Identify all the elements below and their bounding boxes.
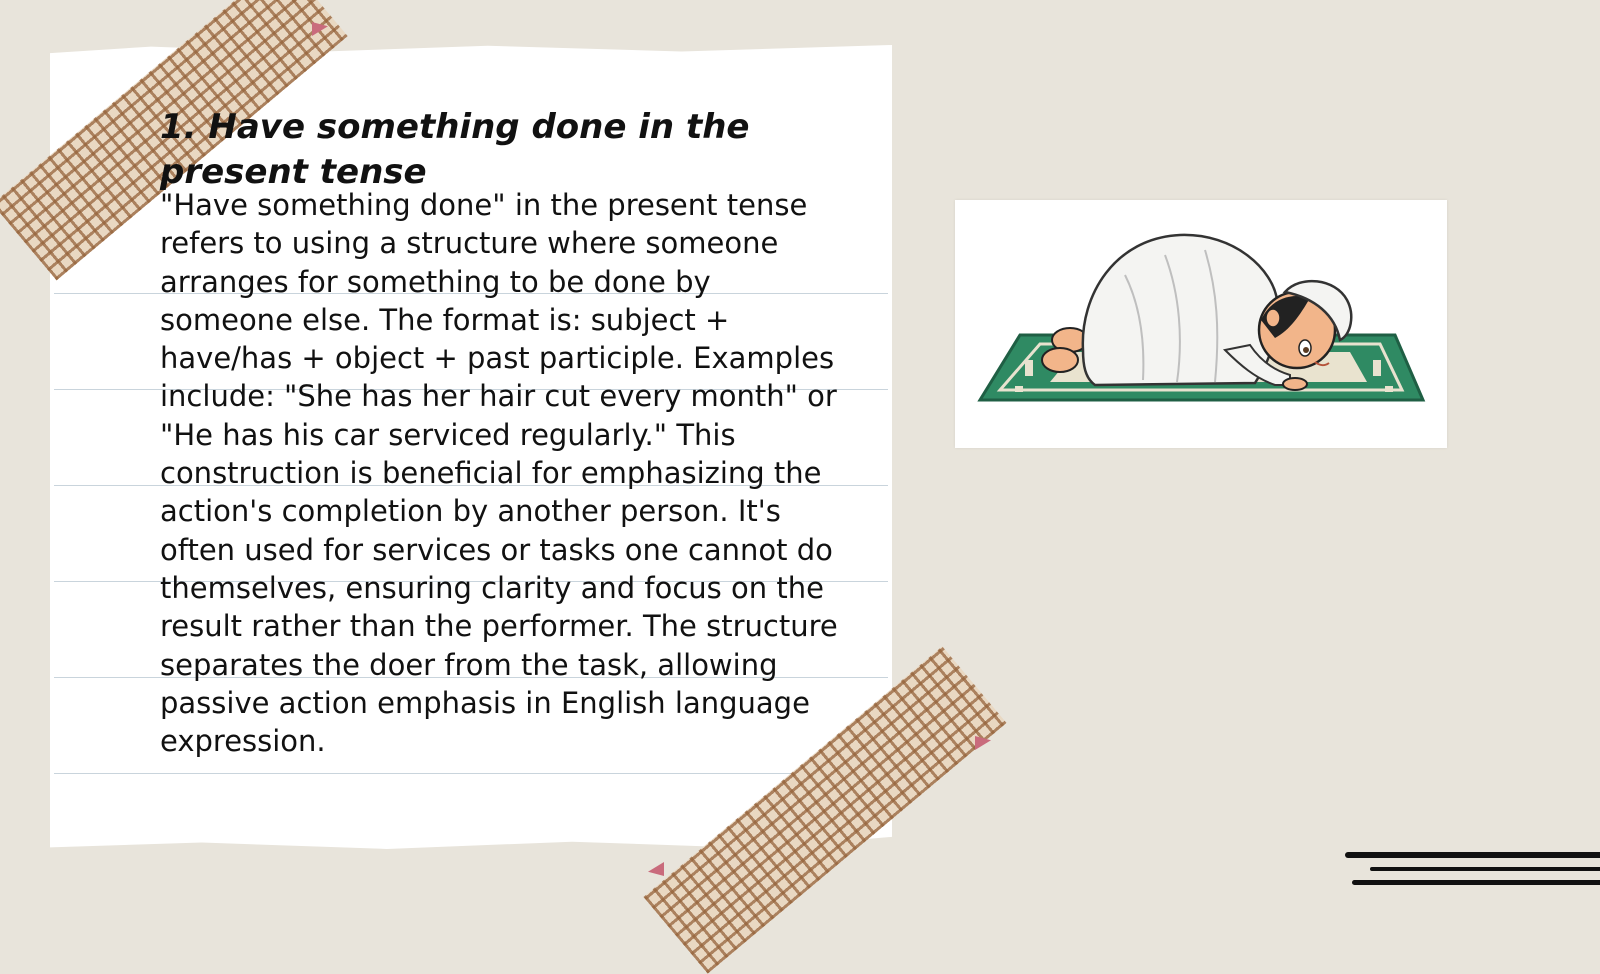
slide-body-text: "Have something done" in the present tense refers to using a structure where someone arranges for something to be done by someone else. The format is: subject + have/has + object + past participle. Examples include: "She has her hair cut every month" or "He has his car serviced regularly." This construction is beneficial for emphasizing the action's completion by another person. It's often used for services or tasks one cannot do themselves, ensuring clarity and focus on the result rather than the performer. The structure separates the doer from the task, allowing passive action emphasis in English language expression. bbox=[160, 188, 838, 759]
pin-icon bbox=[648, 862, 664, 876]
illustration-card bbox=[955, 200, 1447, 448]
brush-stroke-decoration bbox=[1345, 852, 1600, 858]
slide-title: 1. Have something done in the present tense bbox=[160, 107, 750, 192]
brush-stroke-decoration bbox=[1370, 867, 1600, 871]
brush-stroke-decoration bbox=[1352, 880, 1600, 885]
ruled-line bbox=[54, 773, 888, 774]
person-praying-on-mat-icon bbox=[955, 200, 1447, 448]
